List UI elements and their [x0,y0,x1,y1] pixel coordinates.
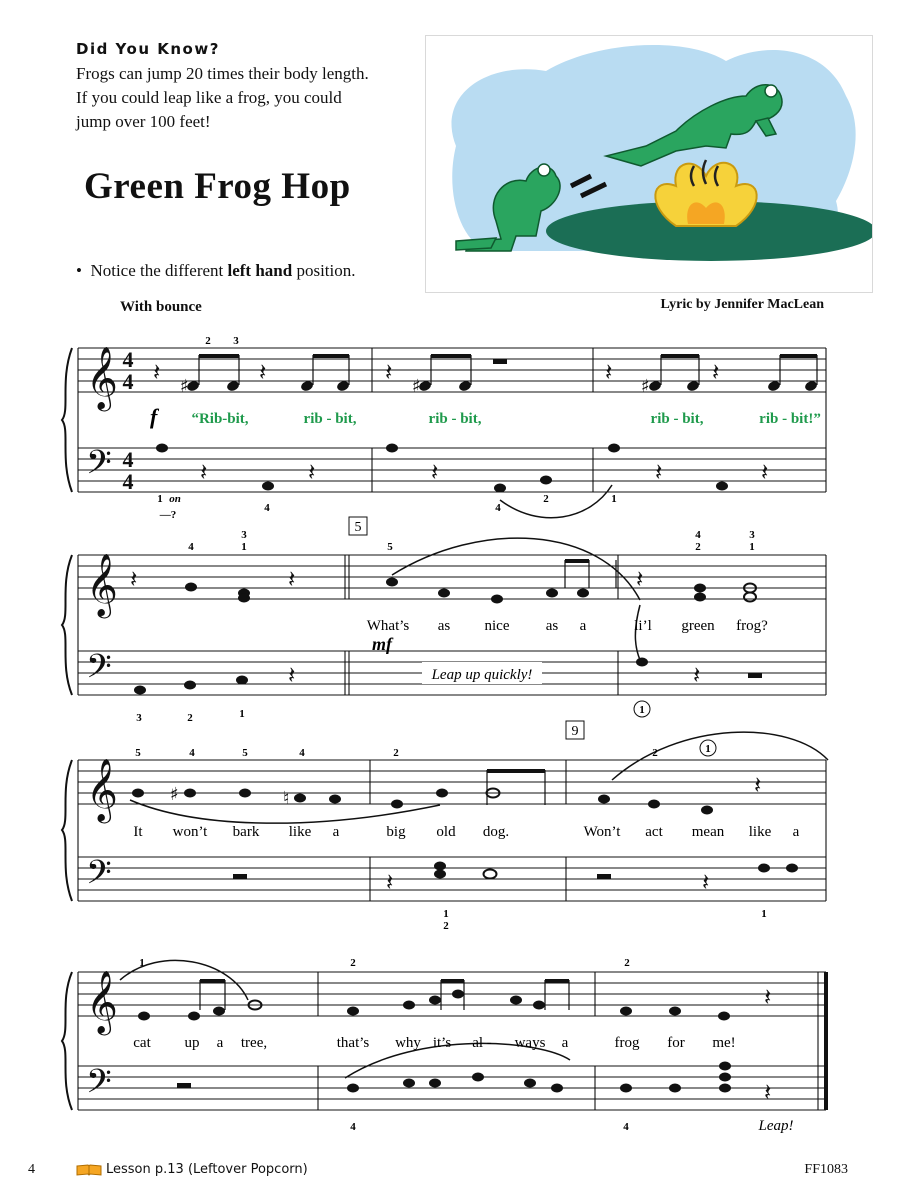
catalog-code: FF1083 [804,1162,848,1177]
svg-text:𝄽: 𝄽 [288,565,296,593]
noteheads [132,380,818,1093]
system-1-bass-staff [78,448,826,492]
svg-text:𝄽: 𝄽 [636,565,644,593]
finger-number: 1 [611,493,617,505]
svg-text:♯: ♯ [170,784,179,805]
did-you-know-heading: Did You Know? [76,40,220,58]
finger-number: 4 [264,502,270,514]
circled-finger: 1 [705,743,711,755]
finger-number: 3 [241,529,247,541]
book-icon [76,1164,102,1176]
finger-number: 4 [695,529,701,541]
time-sig-bottom-treble: 4 [122,369,134,394]
lyric: won’t [172,824,208,840]
svg-text:𝄽: 𝄽 [386,868,394,896]
finger-number: 5 [242,747,248,759]
brace-2 [62,555,72,695]
lyric: nice [484,618,510,634]
lyric: What’s [366,618,410,634]
svg-text:𝄽: 𝄽 [130,565,138,593]
finger-number: 2 [205,335,211,347]
lyric: frog [614,1035,640,1051]
treble-clef-icon: 𝄞 [86,553,118,616]
svg-text:𝄽: 𝄽 [288,661,296,689]
lesson-reference [76,1162,308,1177]
svg-text:𝄽: 𝄽 [764,1078,772,1106]
lyric: tree, [240,1035,268,1051]
finger-number: 1 [241,541,247,553]
finger-number: 1 [443,908,449,920]
lyric: dog. [482,824,510,840]
svg-text:𝄽: 𝄽 [693,661,701,689]
instruction-suffix: position. [292,261,356,280]
finger-number: 2 [393,747,399,759]
finger-number: 1 [139,957,145,969]
measure-number-9: 9 [571,724,579,739]
svg-text:♯: ♯ [412,376,421,397]
finger-number: —? [159,509,177,521]
finger-number: 3 [233,335,239,347]
svg-text:♯: ♯ [180,376,189,397]
finger-number: 5 [387,541,393,553]
time-sig-top-bass: 4 [122,447,134,472]
page-number: 4 [28,1162,35,1177]
lyric: cat [133,1035,151,1051]
page-title: Green Frog Hop [84,166,351,207]
finger-number: 2 [624,957,630,969]
svg-text:𝄽: 𝄽 [259,358,267,386]
lyric: a [332,824,340,840]
instruction-prefix: Notice the different [90,261,228,280]
half-rests [177,359,762,1088]
finger-number: 4 [188,541,194,553]
system-3-bass-staff [78,857,826,901]
finger-number: on [169,493,181,505]
lyric: like [288,824,312,840]
finger-number: 3 [749,529,755,541]
svg-text:𝄽: 𝄽 [200,458,208,486]
lyric: that’s [336,1035,370,1051]
lyric: up [184,1035,200,1051]
bass-clef-icon: 𝄢 [86,444,112,490]
lesson-reference-text: Lesson p.13 (Leftover Popcorn) [106,1162,308,1177]
did-you-know-line-3: jump over 100 feet! [76,112,211,131]
finger-number: 4 [495,502,501,514]
svg-text:♯: ♯ [641,376,650,397]
lyric: for [667,1035,685,1051]
finger-number: 2 [187,712,193,724]
bass-clef-icon: 𝄢 [86,1063,112,1109]
lyric: It [133,824,143,840]
lyric: “Rib-bit, [191,411,249,427]
lyric: al - [472,1035,492,1051]
svg-text:𝄽: 𝄽 [764,983,772,1011]
finger-number: 5 [135,747,141,759]
svg-text:♮: ♮ [283,788,290,809]
finger-number: 1 [761,908,767,920]
svg-text:𝄽: 𝄽 [153,358,161,386]
lyric: act [645,824,663,840]
lyric: rib - bit, [650,411,704,427]
lyric: a [561,1035,569,1051]
finger-number: 1 [157,493,163,505]
finger-number: 4 [623,1121,629,1133]
finger-number: 2 [695,541,701,553]
lyric: rib - bit!” [759,411,821,427]
lyric: mean [691,824,725,840]
svg-text:𝄽: 𝄽 [431,458,439,486]
did-you-know-line-1: Frogs can jump 20 times their body length. [76,64,369,83]
svg-text:𝄽: 𝄽 [385,358,393,386]
finger-number: 4 [299,747,305,759]
finger-number: 2 [350,957,356,969]
lyric: like [748,824,772,840]
bass-clef-icon: 𝄢 [86,854,112,900]
brace-3 [62,760,72,901]
lyric: me! [712,1035,736,1051]
direction-leap-up-quickly: Leap up quickly! [431,667,533,683]
dynamic-mezzo-forte: mf [372,634,392,654]
finger-number: 4 [350,1121,356,1133]
tempo-marking: With bounce [120,299,202,315]
direction-leap: Leap! [758,1118,794,1134]
lyric: as [437,618,451,634]
time-sig-top-treble: 4 [122,347,134,372]
finger-number: 1 [749,541,755,553]
lyric: green [681,618,715,634]
finger-number: 1 [239,708,245,720]
slur-system-3b [612,732,828,780]
finger-number: 2 [543,493,549,505]
instruction-bold: left hand [227,261,293,280]
slur-system-2 [392,538,640,600]
did-you-know-line-2: If you could leap like a frog, you could [76,88,342,107]
circled-finger: 1 [639,704,645,716]
system-2-treble-staff [78,555,826,599]
lyric: old [436,824,456,840]
time-sig-bottom-bass: 4 [122,469,134,494]
lyric: it’s [432,1035,452,1051]
svg-text:𝄽: 𝄽 [702,868,710,896]
slur-system-1-bass [500,485,612,518]
lyric: li’l [634,618,652,634]
svg-text:𝄽: 𝄽 [605,358,613,386]
brace-4 [62,972,72,1110]
lyric: ways [514,1035,546,1051]
svg-text:𝄽: 𝄽 [754,771,762,799]
lyric: why [395,1035,421,1051]
lyric: a [216,1035,224,1051]
finger-number: 2 [443,920,449,932]
svg-text:𝄽: 𝄽 [761,458,769,486]
lyric: rib - bit, [428,411,482,427]
finger-number: 4 [189,747,195,759]
bullet-icon: • [76,261,91,280]
bass-clef-icon: 𝄢 [86,648,112,694]
finger-number: 2 [652,747,658,759]
lyric: bark [232,824,260,840]
lyric: as [545,618,559,634]
treble-clef-icon: 𝄞 [86,970,118,1033]
treble-clef-icon: 𝄞 [86,346,118,409]
svg-text:𝄽: 𝄽 [712,358,720,386]
svg-text:𝄽: 𝄽 [655,458,663,486]
measure-number-5: 5 [354,520,362,535]
finger-number: 3 [136,712,142,724]
lyric: Won’t [583,824,621,840]
brace-1 [62,348,72,492]
lyric: big [386,824,406,840]
dynamic-forte: f [150,404,158,429]
svg-text:𝄽: 𝄽 [308,458,316,486]
lyricist-credit: Lyric by Jennifer MacLean [660,297,824,312]
treble-clef-icon: 𝄞 [86,758,118,821]
lyric: a [792,824,800,840]
lyric: rib - bit, [303,411,357,427]
lyric: a [579,618,587,634]
lyric: frog? [736,618,768,634]
